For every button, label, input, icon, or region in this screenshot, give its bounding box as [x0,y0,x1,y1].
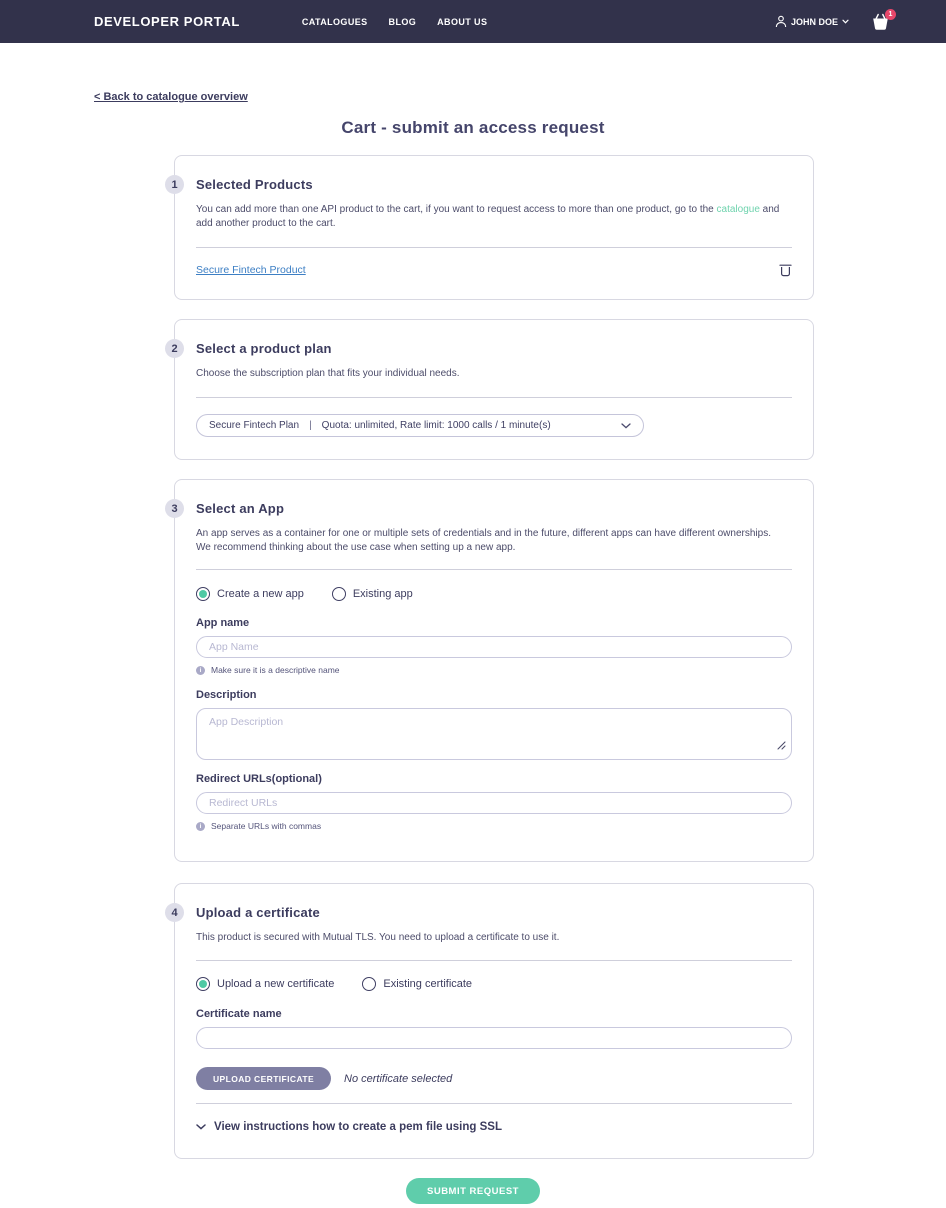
back-to-catalogue-link[interactable]: < Back to catalogue overview [94,91,248,103]
radio-existing-app-label: Existing app [352,588,413,600]
remove-product-button[interactable] [779,262,792,277]
cart-button[interactable] [871,10,893,31]
user-icon [775,15,787,28]
trash-icon [779,262,792,277]
select-app-description: An app serves as a container for one or multiple sets of credentials and in the future, different apps can have different ownerships. We recommend thinking about the use case when setting up a new app. [196,528,771,553]
radio-unselected-icon [332,587,346,601]
app-name-input[interactable] [196,636,792,658]
plan-separator: | [309,420,312,431]
plan-details: Quota: unlimited, Rate limit: 1000 calls / 1 minute(s) [321,420,551,431]
certificate-name-label: Certificate name [196,1008,282,1020]
product-link[interactable]: Secure Fintech Product [196,263,306,276]
product-plan-title: Select a product plan [196,341,332,356]
nav-item-catalogues[interactable]: CATALOGUES [301,16,368,27]
chevron-down-icon [621,423,631,429]
app-description-textarea[interactable] [196,708,792,760]
description-label: Description [196,689,257,701]
catalogue-link[interactable]: catalogue [716,204,760,215]
section-product-plan [171,319,814,460]
selected-products-title: Selected Products [196,177,313,192]
certificate-mode-radio-group [196,977,792,991]
product-plan-description: Choose the subscription plan that fits your individual needs. [196,368,460,379]
user-name: JOHN DOE [790,16,838,27]
description-text: You can add more than one API product to the cart, if you want to request access to more than one product, go to the [196,204,717,215]
submit-request-button[interactable]: SUBMIT REQUEST [406,1178,540,1204]
step-number-4: 4 [165,903,184,922]
description-text-after: and add another product to the cart. [196,204,780,229]
app-name-hint-text: Make sure it is a descriptive name [211,665,340,675]
radio-existing-certificate-label: Existing certificate [383,978,473,990]
app-name-label: App name [196,617,250,629]
divider [196,569,792,570]
selected-products-description [196,203,792,231]
description-textarea-wrap [196,708,792,760]
radio-unselected-icon [362,977,376,991]
redirect-urls-label: Redirect URLs(optional) [196,773,322,785]
step-number-1: 1 [165,175,184,194]
view-instructions-label: View instructions how to create a pem file using SSL [214,1121,502,1133]
divider [196,397,792,398]
chevron-down-icon [196,1124,206,1130]
radio-upload-new-certificate-label: Upload a new certificate [217,978,335,990]
top-navbar [0,0,946,43]
redirect-urls-hint-text: Separate URLs with commas [211,821,322,831]
divider [196,247,792,248]
redirect-urls-input[interactable] [196,792,792,814]
cart-count-badge: 1 [885,9,896,20]
radio-create-new-app[interactable] [196,587,304,601]
divider [196,960,792,961]
nav-item-blog[interactable]: BLOG [388,16,417,27]
app-mode-radio-group [196,587,792,601]
divider [196,1103,792,1104]
main-nav [302,17,487,27]
radio-selected-icon [196,587,210,601]
radio-existing-certificate[interactable] [362,977,472,991]
nav-right [775,10,893,31]
section-selected-products [171,155,814,300]
step-number-2: 2 [165,339,184,358]
select-app-title: Select an App [196,501,285,516]
info-icon: i [196,822,205,831]
redirect-urls-hint [196,821,792,831]
upload-certificate-row [196,1067,792,1090]
nav-item-about-us[interactable]: ABOUT US [437,16,488,27]
cart-product-row [196,262,792,299]
user-menu[interactable] [775,15,849,28]
brand-title: DEVELOPER PORTAL [94,14,240,29]
app-name-hint [196,665,792,675]
upload-certificate-button[interactable]: UPLOAD CERTIFICATE [196,1067,331,1090]
certificate-name-input[interactable] [196,1027,792,1049]
section-select-app [171,479,814,862]
certificate-description: This product is secured with Mutual TLS. You need to upload a certificate to use it. [196,932,560,943]
radio-upload-new-certificate[interactable] [196,977,334,991]
no-certificate-text: No certificate selected [344,1072,453,1085]
page-title: Cart - submit an access request [341,118,605,137]
view-instructions-toggle[interactable] [196,1121,792,1158]
plan-select-dropdown[interactable] [196,414,644,437]
section-upload-certificate [171,883,814,1159]
plan-name: Secure Fintech Plan [209,420,300,431]
certificate-title: Upload a certificate [196,905,320,920]
step-number-3: 3 [165,499,184,518]
info-icon: i [196,666,205,675]
chevron-down-icon [842,19,849,24]
radio-existing-app[interactable] [332,587,413,601]
radio-create-new-app-label: Create a new app [217,588,304,600]
radio-selected-icon [196,977,210,991]
